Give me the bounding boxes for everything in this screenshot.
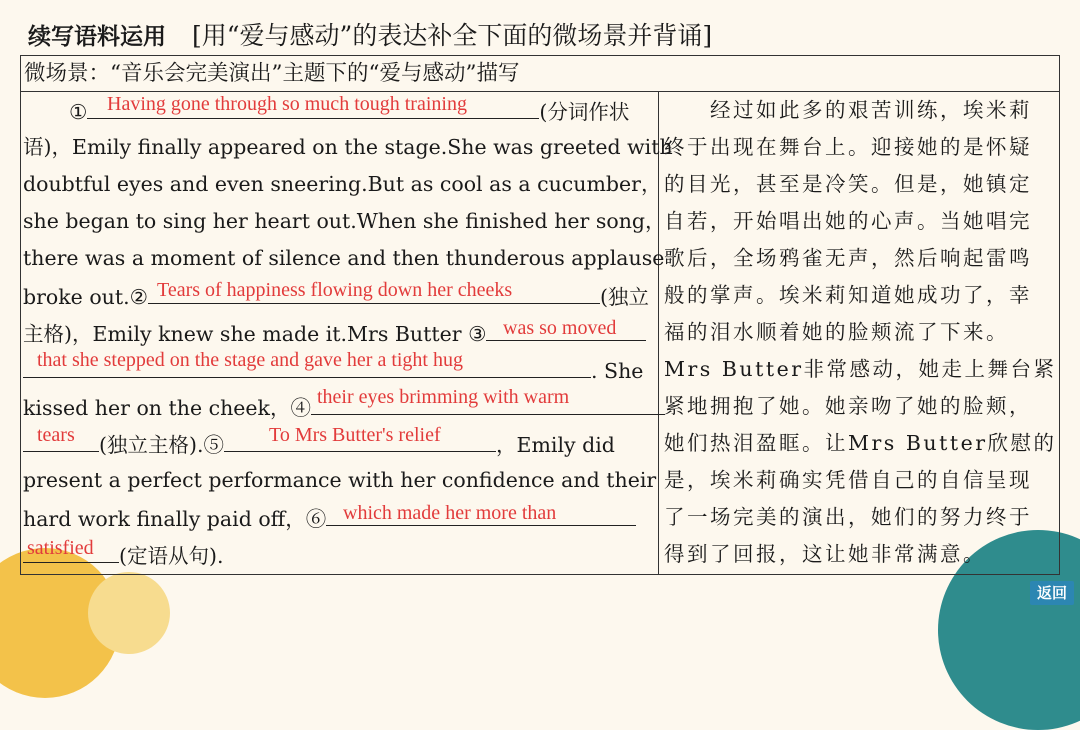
translation-line: 福的泪水顺着她的脸颊流了下来。	[664, 320, 1009, 344]
translation-line: 歌后，全场鸦雀无声，然后响起雷鸣	[664, 246, 1032, 270]
exercise-table	[20, 55, 1060, 575]
passage-line-2: 语)，Emily finally appeared on the stage.She was greeted with	[23, 135, 673, 159]
answer-3-line-2: that she stepped on the stage and gave her a tight hug	[37, 349, 463, 371]
passage-line-11: present a perfect performance with her confidence and their	[23, 468, 657, 492]
passage-line-5: there was a moment of silence and then thunderous applause	[23, 246, 665, 270]
answer-1: Having gone through so much tough training	[107, 93, 467, 115]
translation-line: 经过如此多的艰苦训练，埃米莉	[664, 98, 1032, 122]
answer-6-line-1: which made her more than	[343, 502, 557, 524]
passage-line-3: doubtful eyes and even sneering.But as cool as a cucumber，	[23, 172, 662, 196]
translation-line: 紧地拥抱了她。她亲吻了她的脸颊，	[664, 394, 1032, 418]
section-title: 续写语料运用	[28, 24, 166, 50]
chinese-translation	[660, 92, 1059, 574]
section-instruction: [用“爱与感动”的表达补全下面的微场景并背诵]	[192, 21, 713, 50]
translation-line: 终于出现在舞台上。迎接她的是怀疑	[664, 135, 1032, 159]
answer-4-line-2: tears	[37, 424, 75, 446]
passage-line-4: she began to sing her heart out.When she finished her song，	[23, 209, 666, 233]
translation-line: Mrs Butter非常感动，她走上舞台紧	[664, 357, 1057, 381]
translation-line: 自若，开始唱出她的心声。当她唱完	[664, 209, 1032, 233]
scene-title: 微场景：“音乐会完美演出”主题下的“爱与感动”描写	[21, 56, 1059, 92]
passage-line-12: hard work finally paid off，⑥	[23, 499, 636, 536]
back-button[interactable]: 返回	[1030, 581, 1074, 605]
translation-line: 的目光，甚至是冷笑。但是，她镇定	[664, 172, 1032, 196]
translation-line: 了一场完美的演出，她们的努力终于	[664, 505, 1032, 529]
answer-5: To Mrs Butter's relief	[269, 424, 441, 446]
passage-line-10: (独立主格).⑤ ，Emily did	[23, 425, 615, 462]
answer-2: Tears of happiness flowing down her cheeks	[157, 279, 513, 301]
translation-line: 般的掌声。埃米莉知道她成功了，幸	[664, 283, 1032, 307]
passage-line-8: . She	[23, 351, 643, 388]
passage-line-6: broke out.② (独立	[23, 277, 649, 314]
passage-line-9: kissed her on the cheek，④	[23, 388, 665, 425]
passage-line-1: ① (分词作状	[69, 92, 629, 129]
passage-line-7: 主格)，Emily knew she made it.Mrs Butter ③	[23, 314, 646, 351]
english-passage	[21, 92, 673, 574]
translation-line: 她们热泪盈眶。让Mrs Butter欣慰的	[664, 431, 1057, 455]
answer-3-line-1: was so moved	[503, 317, 617, 339]
passage-line-13: (定语从句).	[23, 536, 224, 573]
page-heading	[28, 18, 712, 54]
answer-6-line-2: satisfied	[27, 537, 94, 559]
translation-line: 是，埃米莉确实凭借自己的自信呈现	[664, 468, 1032, 492]
translation-line: 得到了回报，这让她非常满意。	[664, 542, 986, 566]
answer-4-line-1: their eyes brimming with warm	[317, 386, 570, 408]
decorative-light-yellow-circle	[88, 572, 170, 654]
